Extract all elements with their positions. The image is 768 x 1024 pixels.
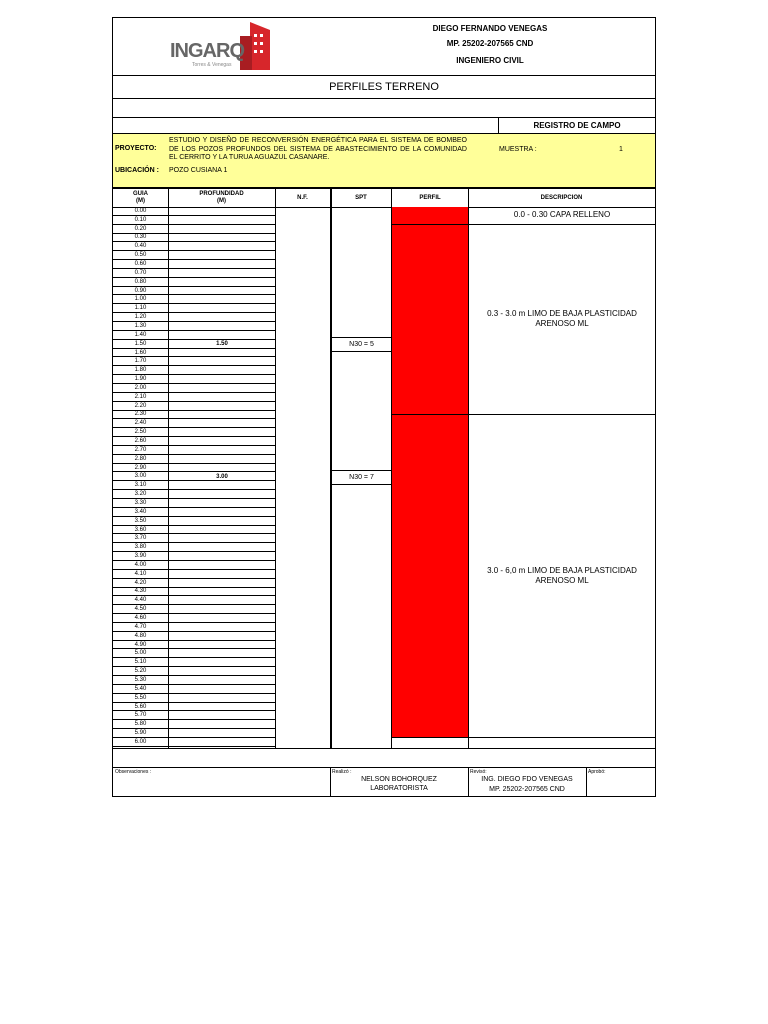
profundidad-row [169, 402, 275, 411]
depth-row: 1.70 [113, 357, 168, 366]
profundidad-row [169, 579, 275, 588]
depth-row: 2.20 [113, 402, 168, 411]
depth-row: 4.80 [113, 632, 168, 641]
profundidad-column [169, 207, 275, 747]
depth-row: 2.70 [113, 446, 168, 455]
profundidad-row [169, 650, 275, 659]
depth-row: 2.30 [113, 411, 168, 420]
layer-description: 0.0 - 0.30 CAPA RELLENO [469, 207, 655, 225]
depth-row: 3.50 [113, 517, 168, 526]
depth-row: 5.90 [113, 729, 168, 738]
depth-row: 0.40 [113, 242, 168, 251]
depth-row: 4.60 [113, 614, 168, 623]
profundidad-row [169, 561, 275, 570]
profundidad-row [169, 658, 275, 667]
profundidad-row [169, 225, 275, 234]
profundidad-row [169, 499, 275, 508]
logo [168, 20, 280, 72]
profundidad-row [169, 278, 275, 287]
depth-row: 1.80 [113, 366, 168, 375]
profundidad-row [169, 331, 275, 340]
depth-row: 3.30 [113, 499, 168, 508]
profundidad-row [169, 393, 275, 402]
profundidad-row [169, 428, 275, 437]
profundidad-row [169, 260, 275, 269]
profundidad-row [169, 419, 275, 428]
profile-layer [392, 415, 468, 738]
depth-row: 5.30 [113, 676, 168, 685]
profundidad-row [169, 526, 275, 535]
profundidad-row [169, 614, 275, 623]
col-profundidad: PROFUNDIDAD (M) [199, 191, 244, 204]
profundidad-row [169, 685, 275, 694]
profundidad-row [169, 552, 275, 561]
spt-value: N30 = 5 [332, 337, 391, 352]
profundidad-row [169, 437, 275, 446]
depth-row: 5.40 [113, 685, 168, 694]
profundidad-row [169, 676, 275, 685]
depth-row: 3.10 [113, 481, 168, 490]
engineer-mp: MP. 25202-207565 CND [446, 38, 534, 48]
proyecto-text: ESTUDIO Y DISEÑO DE RECONVERSIÓN ENERGÉTICA PARA EL SISTEMA DE BOMBEO DE LOS POZOS PROFUNDOS DEL SISTEMA DE ABASTECIMIENTO DE LA COMUNIDAD EL CERRITO Y LA TURUA AGUAZUL CASANARE. [169, 137, 467, 161]
muestra-value: 1 [619, 146, 623, 153]
profundidad-row [169, 216, 275, 225]
profundidad-row [169, 667, 275, 676]
profundidad-row [169, 490, 275, 499]
depth-row: 3.40 [113, 508, 168, 517]
layer-description: 0.3 - 3.0 m LIMO DE BAJA PLASTICIDAD ARENOSO ML [469, 225, 655, 415]
profundidad-row [169, 570, 275, 579]
page-title: PERFILES TERRENO [329, 81, 439, 93]
proyecto-label: PROYECTO: [115, 145, 157, 152]
depth-row: 0.30 [113, 234, 168, 243]
depth-row: 5.10 [113, 658, 168, 667]
profundidad-row [169, 446, 275, 455]
depth-row: 1.00 [113, 296, 168, 305]
profundidad-row [169, 207, 275, 216]
guia-column [113, 207, 168, 747]
depth-row: 1.30 [113, 322, 168, 331]
depth-row: 0.20 [113, 225, 168, 234]
profundidad-row [169, 242, 275, 251]
profundidad-row [169, 234, 275, 243]
col-guia: GUIA (M) [133, 191, 148, 204]
logo-subtext: Torres & Venegas [192, 62, 232, 68]
col-nf: N.F. [297, 195, 308, 201]
profundidad-row [169, 384, 275, 393]
col-perfil: PERFIL [419, 195, 441, 201]
registro-label: REGISTRO DE CAMPO [533, 120, 621, 130]
profundidad-row [169, 641, 275, 650]
profundidad-row [169, 251, 275, 260]
ubicacion-label: UBICACIÓN : [115, 167, 159, 174]
profundidad-row [169, 366, 275, 375]
observaciones-label: Observaciones : [115, 769, 152, 775]
depth-row: 5.00 [113, 650, 168, 659]
profundidad-row [169, 605, 275, 614]
depth-row: 0.10 [113, 216, 168, 225]
depth-row: 4.00 [113, 561, 168, 570]
depth-row: 4.50 [113, 605, 168, 614]
depth-row: 1.60 [113, 349, 168, 358]
profundidad-row [169, 411, 275, 420]
depth-row: 3.20 [113, 490, 168, 499]
depth-row: 4.40 [113, 596, 168, 605]
profundidad-row [169, 357, 275, 366]
profundidad-row [169, 729, 275, 738]
depth-row: 0.50 [113, 251, 168, 260]
layer-description: 3.0 - 6,0 m LIMO DE BAJA PLASTICIDAD ARENOSO ML [469, 415, 655, 738]
descripcion-column [469, 207, 655, 747]
depth-row: 2.60 [113, 437, 168, 446]
profundidad-row [169, 534, 275, 543]
profundidad-row [169, 632, 275, 641]
depth-row: 1.20 [113, 313, 168, 322]
depth-row: 6.00 [113, 738, 168, 747]
reviso-mp: MP. 25202-207565 CND [489, 786, 565, 793]
depth-row: 5.20 [113, 667, 168, 676]
profundidad-row [169, 375, 275, 384]
profundidad-row [169, 543, 275, 552]
profundidad-row [169, 313, 275, 322]
depth-row: 4.30 [113, 588, 168, 597]
profundidad-row [169, 711, 275, 720]
depth-row: 5.50 [113, 694, 168, 703]
depth-row: 3.90 [113, 552, 168, 561]
depth-row: 4.70 [113, 623, 168, 632]
engineer-profession: INGENIERO CIVIL [456, 55, 524, 65]
profundidad-row [169, 464, 275, 473]
perfil-column [392, 207, 468, 747]
profile-layer [392, 225, 468, 415]
profundidad-row [169, 738, 275, 747]
profundidad-row [169, 455, 275, 464]
reviso-name: ING. DIEGO FDO VENEGAS [481, 776, 573, 783]
profundidad-row [169, 322, 275, 331]
depth-row: 1.50 [113, 340, 168, 349]
reviso-label: Revisó: [470, 769, 487, 775]
profundidad-row [169, 517, 275, 526]
realizo-name: NELSON BOHORQUEZ [361, 776, 437, 783]
muestra-label: MUESTRA : [499, 146, 537, 153]
depth-row: 4.20 [113, 579, 168, 588]
depth-row: 3.80 [113, 543, 168, 552]
profundidad-row [169, 596, 275, 605]
profundidad-row [169, 304, 275, 313]
depth-row: 1.40 [113, 331, 168, 340]
depth-row: 4.90 [113, 641, 168, 650]
col-spt: SPT [355, 195, 367, 201]
profundidad-row [169, 269, 275, 278]
profundidad-mark: 1.50 [216, 341, 228, 348]
profundidad-row [169, 694, 275, 703]
engineer-name: DIEGO FERNANDO VENEGAS [432, 23, 548, 33]
col-descripcion: DESCRIPCION [540, 195, 583, 201]
depth-row: 3.60 [113, 526, 168, 535]
profundidad-row [169, 720, 275, 729]
depth-row: 2.40 [113, 419, 168, 428]
profundidad-row [169, 508, 275, 517]
aprobo-label: Aprobó: [588, 769, 606, 775]
profundidad-row [169, 296, 275, 305]
depth-row: 0.90 [113, 287, 168, 296]
profundidad-row [169, 623, 275, 632]
profundidad-row [169, 703, 275, 712]
depth-row: 5.80 [113, 720, 168, 729]
spt-column [332, 207, 391, 747]
realizo-role: LABORATORISTA [370, 785, 428, 792]
ubicacion-value: POZO CUSIANA 1 [169, 167, 228, 174]
depth-row: 2.80 [113, 455, 168, 464]
profundidad-row [169, 588, 275, 597]
depth-row: 0.60 [113, 260, 168, 269]
depth-row: 5.60 [113, 703, 168, 712]
depth-row: 4.10 [113, 570, 168, 579]
depth-row: 0.70 [113, 269, 168, 278]
depth-row: 1.10 [113, 304, 168, 313]
realizo-label: Realizó : [332, 769, 352, 775]
profundidad-mark: 3.00 [216, 473, 228, 480]
depth-row: 2.50 [113, 428, 168, 437]
logo-text: INGARQ [170, 40, 244, 62]
depth-row: 2.10 [113, 393, 168, 402]
depth-row: 5.70 [113, 711, 168, 720]
depth-row: 1.90 [113, 375, 168, 384]
depth-row: 2.00 [113, 384, 168, 393]
depth-row: 2.90 [113, 464, 168, 473]
spt-value: N30 = 7 [332, 470, 391, 485]
profundidad-row [169, 481, 275, 490]
depth-row: 0.80 [113, 278, 168, 287]
profile-layer [392, 207, 468, 225]
depth-row: 0.00 [113, 207, 168, 216]
profundidad-row [169, 287, 275, 296]
depth-row: 3.00 [113, 473, 168, 482]
profundidad-row [169, 349, 275, 358]
depth-row: 3.70 [113, 534, 168, 543]
